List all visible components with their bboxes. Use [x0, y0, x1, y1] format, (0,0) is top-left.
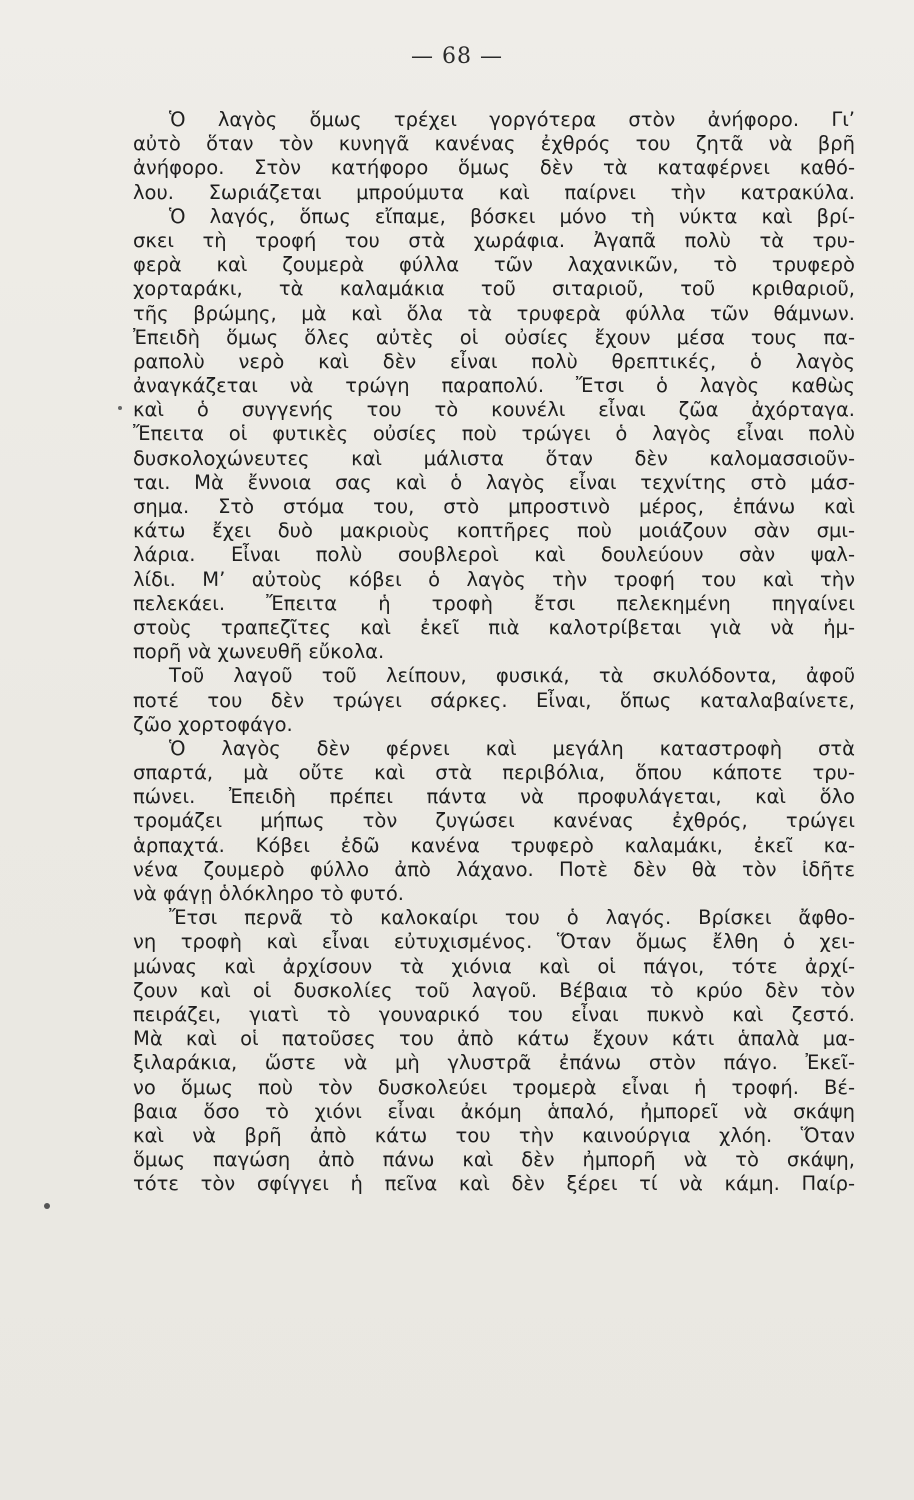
text-line: χορταράκι, τὰ καλαμάκια τοῦ σιταριοῦ, τοῦ κριθαριοῦ,	[133, 277, 855, 301]
text-line: ἁρπαχτά. Κόβει ἐδῶ κανένα τρυφερὸ καλαμάκι, ἐκεῖ κα-	[133, 833, 855, 857]
text-line: νὰ φάγῃ ὁλόκληρο τὸ φυτό.	[133, 882, 404, 905]
text-line: νη τροφὴ καὶ εἶναι εὐτυχισμένος. Ὅταν ὅμως ἔλθη ὁ χει-	[133, 930, 855, 954]
margin-dot	[118, 406, 122, 410]
text-line: ὅμως παγώση ἀπὸ πάνω καὶ δὲν ἠμπορῆ νὰ τὸ σκάψη,	[133, 1148, 855, 1172]
text-line: Ἔπειτα οἱ φυτικὲς οὐσίες ποὺ τρώγει ὁ λαγὸς εἶναι πολὺ	[133, 422, 855, 446]
margin-dot	[44, 1203, 50, 1209]
text-line: φερὰ καὶ ζουμερὰ φύλλα τῶν λαχανικῶν, τὸ τρυφερὸ	[133, 253, 855, 277]
text-line: κάτω ἔχει δυὸ μακριοὺς κοπτῆρες ποὺ μοιάζουν σὰν σμι-	[133, 519, 855, 543]
text-line: πώνει. Ἐπειδὴ πρέπει πάντα νὰ προφυλάγεται, καὶ ὅλο	[133, 785, 855, 809]
text-line: μώνας καὶ ἀρχίσουν τὰ χιόνια καὶ οἱ πάγοι, τότε ἀρχί-	[133, 954, 855, 978]
text-line: πειράζει, γιατὶ τὸ γουναρικό του εἶναι πυκνὸ καὶ ζεστό.	[133, 1002, 855, 1026]
text-line: ξιλαράκια, ὥστε νὰ μὴ γλυστρᾶ ἐπάνω στὸν πάγο. Ἐκεῖ-	[133, 1051, 855, 1075]
text-line: Ὁ λαγὸς ὅμως τρέχει γοργότερα στὸν ἀνήφορο. Γι’	[169, 108, 855, 131]
text-line: στοὺς τραπεζῖτες καὶ ἐκεῖ πιὰ καλοτρίβεται γιὰ νὰ ἠμ-	[133, 615, 855, 639]
text-line: λάρια. Εἶναι πολὺ σουβλεροὶ καὶ δουλεύουν σὰν ψαλ-	[133, 543, 855, 567]
text-line: σπαρτά, μὰ οὔτε καὶ στὰ περιβόλια, ὅπου κάποτε τρυ-	[133, 761, 855, 785]
text-line: ποτέ του δὲν τρώγει σάρκες. Εἶναι, ὅπως καταλαβαίνετε,	[133, 688, 855, 712]
page-number: — 68 —	[411, 44, 503, 69]
text-line: τρομάζει μήπως τὸν ζυγώσει κανένας ἐχθρός, τρώγει	[133, 809, 855, 833]
text-line: Τοῦ λαγοῦ τοῦ λείπουν, φυσικά, τὰ σκυλόδοντα, ἀφοῦ	[169, 664, 855, 688]
text-line: ἀναγκάζεται νὰ τρώγη παραπολύ. Ἔτσι ὁ λαγὸς καθὼς	[133, 374, 855, 398]
text-line: ται. Μὰ ἔννοια σας καὶ ὁ λαγὸς εἶναι τεχνίτης στὸ μάσ-	[133, 470, 855, 494]
text-line: Ὁ λαγὸς δὲν φέρνει καὶ μεγάλη καταστροφὴ στὰ	[169, 736, 855, 760]
text-line: σκει τὴ τροφή του στὰ χωράφια. Ἀγαπᾶ πολὺ τὰ τρυ-	[133, 228, 855, 252]
text-line: ζουν καὶ οἱ δυσκολίες τοῦ λαγοῦ. Βέβαια τὸ κρύο δὲν τὸν	[133, 978, 855, 1002]
text-line: λίδι. Μ’ αὐτοὺς κόβει ὁ λαγὸς τὴν τροφή του καὶ τὴν	[133, 567, 855, 591]
text-line: πορῆ νὰ χωνευθῆ εὔκολα.	[133, 640, 385, 664]
text-line: ἀνήφορο. Στὸν κατήφορο ὅμως δὲν τὰ καταφέρνει καθό-	[133, 156, 855, 180]
text-line: δυσκολοχώνευτες καὶ μάλιστα ὅταν δὲν καλομασσιοῦν-	[133, 446, 855, 470]
text-line: λου. Σωριάζεται μπρούμυτα καὶ παίρνει τὴν κατρακύλα.	[133, 180, 855, 204]
text-line: τῆς βρώμης, μὰ καὶ ὅλα τὰ τρυφερὰ φύλλα τῶν θάμνων.	[133, 301, 855, 325]
text-line: Μὰ καὶ οἱ πατοῦσες του ἀπὸ κάτω ἔχουν κάτι ἁπαλὰ μα-	[133, 1027, 855, 1051]
text-line: καὶ ὁ συγγενής του τὸ κουνέλι εἶναι ζῶα ἀχόρταγα.	[133, 398, 855, 422]
text-line: βαια ὅσο τὸ χιόνι εἶναι ἀκόμη ἁπαλό, ἠμπορεῖ νὰ σκάψη	[133, 1099, 855, 1123]
text-line: νένα ζουμερὸ φύλλο ἀπὸ λάχανο. Ποτὲ δὲν θὰ τὸν ἰδῆτε	[133, 857, 855, 881]
text-line: Ὁ λαγός, ὅπως εἴπαμε, βόσκει μόνο τὴ νύκτα καὶ βρί-	[169, 204, 855, 228]
text-line: νο ὅμως ποὺ τὸν δυσκολεύει τρομερὰ εἶναι ἡ τροφή. Βέ-	[133, 1075, 855, 1099]
text-line: Ἐπειδὴ ὅμως ὅλες αὐτὲς οἱ οὐσίες ἔχουν μέσα τους πα-	[133, 325, 855, 349]
text-line: Ἔτσι περνᾶ τὸ καλοκαίρι του ὁ λαγός. Βρίσκει ἄφθο-	[169, 906, 855, 930]
text-line: καὶ νὰ βρῆ ἀπὸ κάτω του τὴν καινούργια χλόη. Ὅταν	[133, 1123, 855, 1147]
text-line: αὐτὸ ὅταν τὸν κυνηγᾶ κανένας ἐχθρός του ζητᾶ νὰ βρῆ	[133, 132, 855, 156]
body-text	[133, 108, 855, 1196]
text-line: πελεκάει. Ἔπειτα ἡ τροφὴ ἔτσι πελεκημένη πηγαίνει	[133, 591, 855, 615]
text-line: ραπολὺ νερὸ καὶ δὲν εἶναι πολὺ θρεπτικές, ὁ λαγὸς	[133, 349, 855, 373]
text-line: ζῶο χορτοφάγο.	[133, 712, 293, 736]
text-line: τότε τὸν σφίγγει ἡ πεῖνα καὶ δὲν ξέρει τί νὰ κάμη. Παίρ-	[133, 1172, 855, 1196]
text-line: σημα. Στὸ στόμα του, στὸ μπροστινὸ μέρος, ἐπάνω καὶ	[133, 495, 855, 518]
